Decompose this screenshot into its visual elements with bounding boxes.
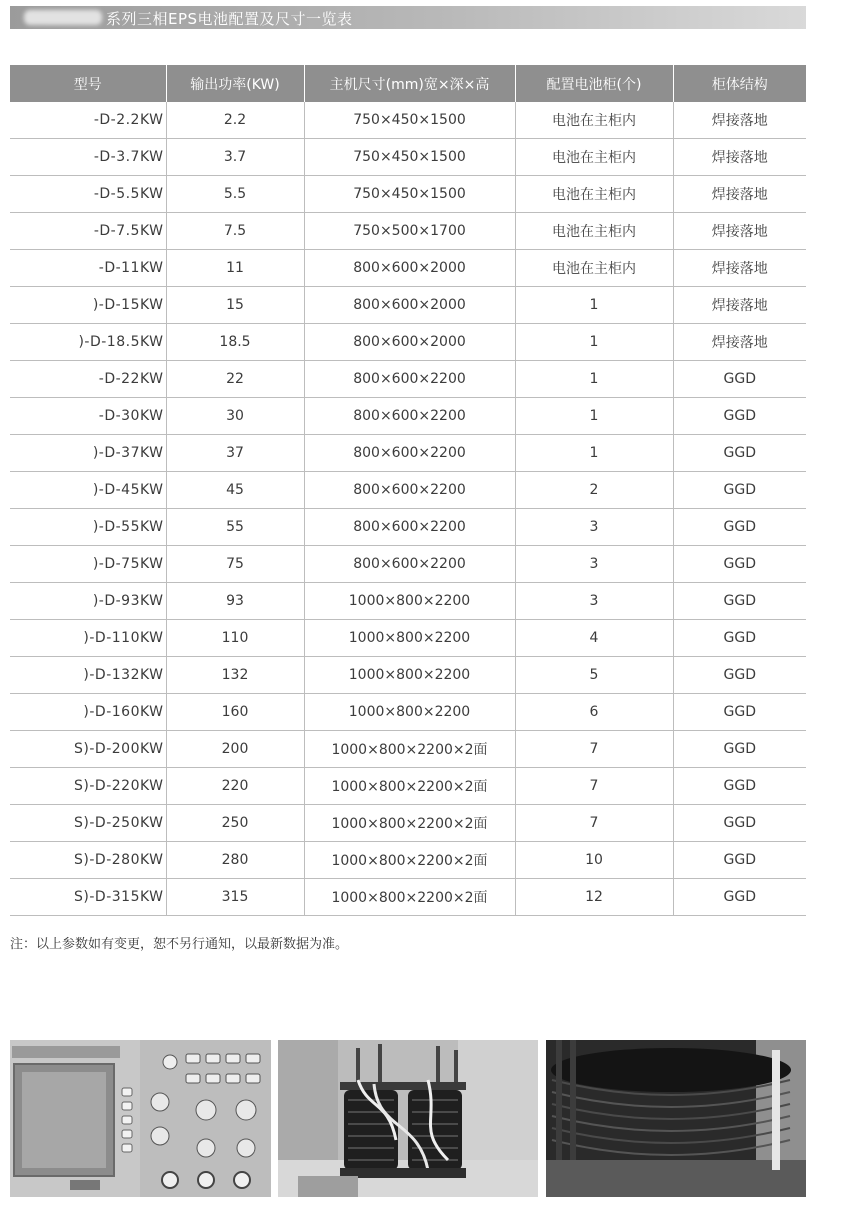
cell-battery: 电池在主柜内: [515, 176, 673, 213]
table-row: [10, 768, 806, 805]
cell-model: -D-3.7KW: [10, 139, 166, 176]
cell-model: )-D-160KW: [10, 694, 166, 731]
cell-model: )-D-110KW: [10, 620, 166, 657]
cell-power: 280: [166, 842, 304, 879]
cell-size: 750×450×1500: [304, 102, 515, 139]
cell-power: 5.5: [166, 176, 304, 213]
cell-power: 55: [166, 509, 304, 546]
cell-size: 1000×800×2200×2面: [304, 768, 515, 805]
table-row: [10, 213, 806, 250]
cell-structure: GGD: [673, 842, 806, 879]
cell-model: S)-D-315KW: [10, 879, 166, 916]
header-battery: 配置电池柜(个): [515, 65, 673, 102]
cell-model: )-D-37KW: [10, 435, 166, 472]
cell-size: 1000×800×2200: [304, 657, 515, 694]
cell-structure: 焊接落地: [673, 176, 806, 213]
cell-model: )-D-15KW: [10, 287, 166, 324]
cell-structure: 焊接落地: [673, 102, 806, 139]
table-row: [10, 694, 806, 731]
cell-model: )-D-132KW: [10, 657, 166, 694]
cell-size: 750×500×1700: [304, 213, 515, 250]
table-row: [10, 324, 806, 361]
coil-photo: [546, 1040, 806, 1197]
cell-size: 1000×800×2200×2面: [304, 879, 515, 916]
table-row: [10, 472, 806, 509]
cell-structure: GGD: [673, 509, 806, 546]
cell-size: 1000×800×2200: [304, 694, 515, 731]
cell-power: 110: [166, 620, 304, 657]
cell-power: 37: [166, 435, 304, 472]
cell-model: -D-2.2KW: [10, 102, 166, 139]
cell-battery: 1: [515, 361, 673, 398]
table-row: [10, 250, 806, 287]
table-row: [10, 398, 806, 435]
cell-structure: GGD: [673, 472, 806, 509]
table-row: [10, 731, 806, 768]
table-row: [10, 139, 806, 176]
cell-battery: 5: [515, 657, 673, 694]
header-size: 主机尺寸(mm)宽×深×高: [304, 65, 515, 102]
cell-battery: 7: [515, 768, 673, 805]
cell-power: 30: [166, 398, 304, 435]
cell-structure: 焊接落地: [673, 324, 806, 361]
table-row: [10, 287, 806, 324]
transformer-image: [278, 1040, 538, 1197]
cell-size: 800×600×2200: [304, 435, 515, 472]
cell-battery: 3: [515, 546, 673, 583]
redacted-brand: [24, 10, 102, 25]
cell-model: -D-7.5KW: [10, 213, 166, 250]
oscilloscope-photo: [10, 1040, 271, 1197]
table-row: [10, 879, 806, 916]
cell-power: 200: [166, 731, 304, 768]
cell-structure: GGD: [673, 657, 806, 694]
cell-power: 3.7: [166, 139, 304, 176]
cell-model: S)-D-250KW: [10, 805, 166, 842]
table-row: [10, 102, 806, 139]
cell-size: 800×600×2000: [304, 250, 515, 287]
cell-power: 18.5: [166, 324, 304, 361]
cell-battery: 10: [515, 842, 673, 879]
table-row: [10, 620, 806, 657]
cell-size: 750×450×1500: [304, 176, 515, 213]
cell-size: 750×450×1500: [304, 139, 515, 176]
cell-power: 315: [166, 879, 304, 916]
cell-battery: 6: [515, 694, 673, 731]
cell-size: 800×600×2200: [304, 361, 515, 398]
cell-battery: 电池在主柜内: [515, 250, 673, 287]
table-row: [10, 176, 806, 213]
cell-size: 1000×800×2200×2面: [304, 842, 515, 879]
cell-power: 93: [166, 583, 304, 620]
title-bar: [10, 6, 806, 29]
page-title: 系列三相EPS电池配置及尺寸一览表: [106, 10, 353, 28]
cell-power: 2.2: [166, 102, 304, 139]
cell-structure: GGD: [673, 398, 806, 435]
transformer-photo: [278, 1040, 538, 1197]
cell-model: )-D-45KW: [10, 472, 166, 509]
cell-structure: GGD: [673, 583, 806, 620]
cell-battery: 7: [515, 805, 673, 842]
table-header-row: [10, 65, 806, 102]
cell-battery: 4: [515, 620, 673, 657]
cell-power: 250: [166, 805, 304, 842]
cell-power: 15: [166, 287, 304, 324]
cell-battery: 电池在主柜内: [515, 139, 673, 176]
cell-model: -D-22KW: [10, 361, 166, 398]
table-row: [10, 842, 806, 879]
cell-size: 800×600×2200: [304, 472, 515, 509]
cell-structure: GGD: [673, 879, 806, 916]
cell-power: 132: [166, 657, 304, 694]
cell-model: )-D-93KW: [10, 583, 166, 620]
cell-model: -D-11KW: [10, 250, 166, 287]
cell-model: )-D-55KW: [10, 509, 166, 546]
cell-structure: GGD: [673, 731, 806, 768]
oscilloscope-image: [10, 1040, 271, 1197]
header-power: 输出功率(KW): [166, 65, 304, 102]
cell-structure: 焊接落地: [673, 287, 806, 324]
cell-size: 800×600×2000: [304, 287, 515, 324]
cell-structure: GGD: [673, 546, 806, 583]
footnote: 注：以上参数如有变更，恕不另行通知，以最新数据为准。: [10, 937, 349, 952]
cell-power: 75: [166, 546, 304, 583]
cell-power: 220: [166, 768, 304, 805]
header-model: 型号: [10, 65, 166, 102]
cell-structure: GGD: [673, 768, 806, 805]
cell-structure: 焊接落地: [673, 213, 806, 250]
cell-battery: 1: [515, 435, 673, 472]
table-row: [10, 435, 806, 472]
cell-model: S)-D-200KW: [10, 731, 166, 768]
cell-battery: 1: [515, 398, 673, 435]
cell-model: -D-5.5KW: [10, 176, 166, 213]
table-row: [10, 546, 806, 583]
cell-battery: 12: [515, 879, 673, 916]
header-structure: 柜体结构: [673, 65, 806, 102]
cell-model: )-D-75KW: [10, 546, 166, 583]
cell-size: 800×600×2000: [304, 324, 515, 361]
cell-model: )-D-18.5KW: [10, 324, 166, 361]
cell-power: 22: [166, 361, 304, 398]
cell-structure: GGD: [673, 805, 806, 842]
cell-structure: 焊接落地: [673, 139, 806, 176]
cell-structure: GGD: [673, 361, 806, 398]
cell-battery: 3: [515, 509, 673, 546]
table-row: [10, 361, 806, 398]
table-body: [10, 102, 806, 916]
cell-size: 800×600×2200: [304, 546, 515, 583]
cell-size: 1000×800×2200×2面: [304, 731, 515, 768]
cell-model: S)-D-220KW: [10, 768, 166, 805]
cell-battery: 1: [515, 287, 673, 324]
cell-size: 1000×800×2200×2面: [304, 805, 515, 842]
cell-battery: 2: [515, 472, 673, 509]
cell-battery: 3: [515, 583, 673, 620]
cell-battery: 7: [515, 731, 673, 768]
cell-size: 1000×800×2200: [304, 620, 515, 657]
cell-battery: 电池在主柜内: [515, 102, 673, 139]
table-row: [10, 509, 806, 546]
cell-size: 800×600×2200: [304, 398, 515, 435]
coil-image: [546, 1040, 806, 1197]
cell-size: 1000×800×2200: [304, 583, 515, 620]
cell-power: 160: [166, 694, 304, 731]
table-row: [10, 805, 806, 842]
spec-table: [10, 65, 806, 916]
cell-structure: GGD: [673, 694, 806, 731]
cell-battery: 电池在主柜内: [515, 213, 673, 250]
cell-size: 800×600×2200: [304, 509, 515, 546]
cell-structure: 焊接落地: [673, 250, 806, 287]
cell-power: 7.5: [166, 213, 304, 250]
table-row: [10, 583, 806, 620]
cell-model: S)-D-280KW: [10, 842, 166, 879]
cell-model: -D-30KW: [10, 398, 166, 435]
cell-structure: GGD: [673, 435, 806, 472]
cell-power: 11: [166, 250, 304, 287]
cell-structure: GGD: [673, 620, 806, 657]
cell-power: 45: [166, 472, 304, 509]
cell-battery: 1: [515, 324, 673, 361]
table-row: [10, 657, 806, 694]
